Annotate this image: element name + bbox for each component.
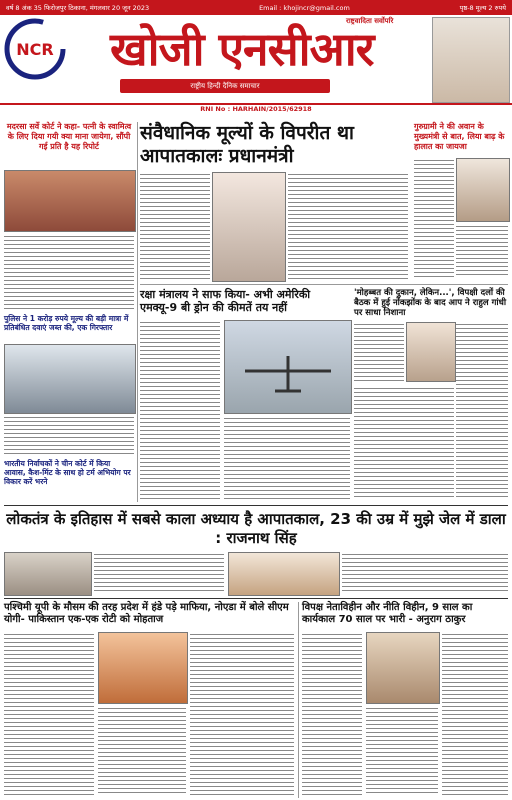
pills-photo <box>4 344 136 414</box>
lead-story <box>140 122 410 168</box>
right-body <box>414 158 454 278</box>
left-column <box>4 122 134 412</box>
editor-portrait <box>432 17 510 103</box>
slogan: राष्ट्रवादिता सर्वोपरि <box>346 17 394 25</box>
left-body2 <box>4 415 134 455</box>
rahul-headline: 'मोहब्बत की दुकान, लेकिन...', विपक्षी दलों की बैठक में हुई नोंकझोंक के बाद आप ने राहुल गांधी पर साधा निशाना <box>354 288 507 318</box>
lead-body-right <box>288 172 408 282</box>
pages-price: पृष्ठ-8 मूल्य 2 रुपये <box>459 4 506 12</box>
left-box2: पुलिस ने 1 करोड़ रुपये मूल्य की बड़ी मात्रा में प्रतिबंधित दवाएं जब्त की, एक गिरफ्तार <box>4 314 129 332</box>
rni-number: RNI No : HARHAIN/2015/62918 <box>200 105 312 113</box>
rahul-body3 <box>354 386 454 500</box>
anurag-body2 <box>366 706 438 796</box>
yogi-photo <box>98 632 188 704</box>
emergency-headline: लोकतंत्र के इतिहास में सबसे काला अध्याय है आपातकाल, 23 की उम्र में मुझे जेल में डाला : राजनाथ सिंह <box>6 510 506 547</box>
newspaper-title: खोजी एनसीआर <box>110 22 374 76</box>
emergency-body <box>94 552 224 594</box>
drone-body2 <box>224 416 350 500</box>
drone-headline: रक्षा मंत्रालय ने साफ किया- अभी अमेरिकी एमक्यू-9 बी ड्रोन की कीमतें तय नहीं <box>140 288 311 314</box>
drone-photo <box>224 320 352 414</box>
anurag-body <box>302 632 362 796</box>
email-info: Email : khojincr@gmail.com <box>259 3 350 12</box>
rahul-photo <box>406 322 456 382</box>
left-body <box>4 234 134 309</box>
anurag-story <box>302 602 508 626</box>
masthead <box>0 15 512 105</box>
pm-photo <box>212 172 286 282</box>
left-box3: भारतीय निर्वाचकों ने चीन कोर्ट में किया आवास, कैश-मिंट के साथ हो टर्म अभियोग पर विकार करें भरने <box>4 459 131 486</box>
lead-body-left <box>140 172 210 282</box>
rahul-body <box>354 322 404 382</box>
ncr-logo <box>4 18 66 80</box>
left-lower <box>4 415 134 505</box>
right-body2 <box>456 224 508 278</box>
right-photo <box>456 158 510 222</box>
anurag-headline: विपक्ष नेताविहीन और नीति विहीन, 9 साल का कार्यकाल 70 साल पर भारी - अनुराग ठाकुर <box>302 602 473 625</box>
emergency-body2 <box>342 552 508 594</box>
lead-headline: संवैधानिक मूल्यों के विपरीत था आपातकालः प्रधानमंत्री <box>140 122 354 167</box>
right-story <box>414 122 508 152</box>
issue-info: वर्ष 8 अंक 35 फिरोजपुर ठिकाना, मंगलवार 20 जून 2023 <box>6 4 150 12</box>
up-body2 <box>98 706 186 796</box>
building-photo <box>4 170 136 232</box>
up-body <box>4 632 94 796</box>
event-photo-2 <box>228 552 340 596</box>
rahul-body2 <box>456 322 508 500</box>
anurag-body3 <box>442 632 508 796</box>
drone-icon <box>225 321 351 413</box>
logo-text: NCR <box>16 40 54 59</box>
right-headline: गुरुग्रामी ने की अवान के मुख्यमंत्री से बात, लिया बाढ़ के हालात का जायजा <box>414 122 505 151</box>
anurag-photo <box>366 632 440 704</box>
event-photo-1 <box>4 552 92 596</box>
up-headline: पश्चिमी यूपी के मौसम की तरह प्रदेश में हंडे पड़े माफिया, नोएडा में बोले सीएम योगी- पाकिस्तान एक-एक रोटी को मोहताज <box>4 602 289 625</box>
emergency-story <box>4 510 508 548</box>
drone-story <box>140 288 350 314</box>
up-body3 <box>190 632 294 796</box>
left-headline: मदरसा सर्वे कोर्ट ने कहा- पत्नी के स्वामित्व के लिए दिया गयी क्या माना जायेगा, सौंपी गई प्रति है यह रिपोर्ट <box>6 122 132 151</box>
rahul-story <box>354 288 508 318</box>
top-info-strip <box>0 0 512 15</box>
tagline: राष्ट्रीय हिन्दी दैनिक समाचार <box>120 79 330 93</box>
drone-body <box>140 320 220 500</box>
up-story <box>4 602 294 626</box>
